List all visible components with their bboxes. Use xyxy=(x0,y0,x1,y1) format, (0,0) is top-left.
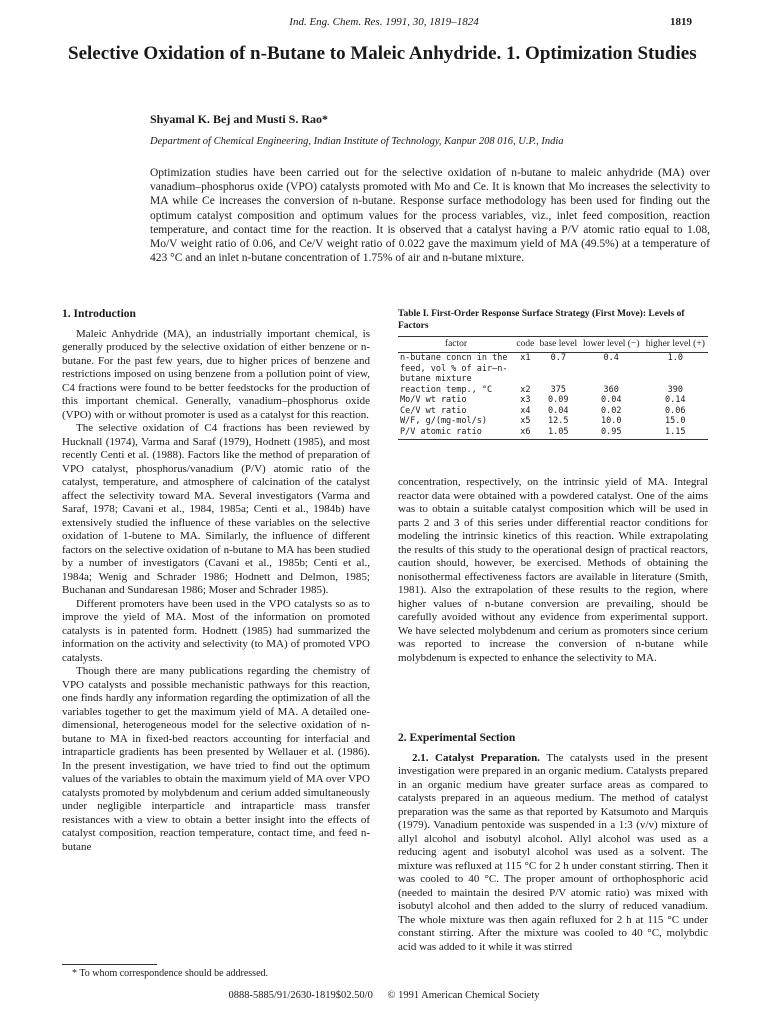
higher-level-cell: 15.0 xyxy=(665,416,686,426)
lower-level-cell: 0.4 xyxy=(603,353,619,363)
factor-cell: n-butane concn in the feed, vol % of air–n-butane mixture xyxy=(400,353,508,384)
lower-level-cell: 360 xyxy=(603,384,619,395)
experimental-heading: 2. Experimental Section xyxy=(398,732,516,744)
factor-cell: reaction temp., °C xyxy=(400,384,493,395)
code-cell: x5 xyxy=(520,416,531,426)
code-cell: x1 xyxy=(520,353,531,363)
column-header-code: code xyxy=(514,337,537,353)
table-row xyxy=(398,416,708,427)
journal-reference: Ind. Eng. Chem. Res. 1991, 30, 1819–1824 xyxy=(289,16,479,28)
base-level-cell: 1.05 xyxy=(537,427,580,440)
page-number: 1819 xyxy=(670,16,692,28)
factor-cell: P/V atomic ratio xyxy=(398,427,514,440)
footnote-divider xyxy=(62,964,157,965)
lower-level-cell: 0.04 xyxy=(600,395,622,405)
catalyst-preparation-text: The catalysts used in the present investigation were prepared in an organic medium. Catalysts prepared in an organic medium have greater surface areas as compared to catalysts prepared in an aqueous medium. The method of catalyst preparation was the same as that reported by Katsumoto and Marquis (1979). Vanadium pentoxide was suspended in a 1:3 (v/v) mixture of allyl alcohol and isobutyl alcohol. Allyl alcohol was used as a reducing agent and isobutyl alcohol was used as a solvent. The mixture was refluxed at 115 °C for 2 h under constant stirring. Then it was cooled to 40 °C. The proper amount of orthophosphoric acid (needed to maintain the desired P/V atomic ratio) was mixed with isobutyl alcohol and then added to the slurry of reduced vanadium. The whole mixture was then again refluxed for 2 h at 115 °C under constant stirring. After the mixture was cooled to 40 °C, molybdic acid was added to it while it was stirred xyxy=(398,751,708,953)
factor-table xyxy=(398,336,708,440)
table-row xyxy=(398,353,708,385)
intro-paragraph: Though there are many publications regarding the chemistry of VPO catalysts and possible mechanistic pathways for this reaction, one finds hardly any information regarding the optimization of all the variables together to get the maximum yield of MA. A detailed one-dimensional, heterogeneous model for the selective oxidation of n-butane to MA in fixed-bed reactors accounting for interfacial and intraparticle gradients has been presented by Wellauer et al. (1986). In the present investigation, we have tried to find out the optimum values of the variables to obtain the maximum yield of MA over VPO catalysts promoted by molybdenum and cerium added simultaneously under negligible interparticle and intraparticle mass transfer resistances with a view to obtain a better insight into the effects of catalyst composition, reaction temperature, contact time, and feed n-butane xyxy=(62,665,370,853)
lower-level-cell: 10.0 xyxy=(600,416,622,426)
article-title: Selective Oxidation of n-Butane to Maleic Anhydride. 1. Optimization Studies xyxy=(68,43,697,64)
factor-cell: W/F, g/(mg-mol/s) xyxy=(400,416,487,426)
right-column-text xyxy=(398,476,708,665)
column-header-base-level: base level xyxy=(537,337,580,353)
factor-cell: Ce/V wt ratio xyxy=(400,405,467,416)
running-head xyxy=(0,16,768,32)
table-factor-levels xyxy=(398,308,708,440)
code-cell: x4 xyxy=(520,405,531,416)
higher-level-cell: 390 xyxy=(667,384,683,395)
table-row xyxy=(398,406,708,417)
factor-cell: Mo/V wt ratio xyxy=(400,395,467,405)
lower-level-cell: 0.02 xyxy=(600,405,622,416)
higher-level-cell: 1.15 xyxy=(643,427,708,440)
catalyst-preparation-paragraph xyxy=(398,752,708,955)
table-header-row xyxy=(398,337,708,353)
experimental-section xyxy=(398,732,708,954)
base-level-cell: 0.04 xyxy=(548,405,569,416)
base-level-cell: 12.5 xyxy=(548,416,569,426)
column-header-higher-level: higher level (+) xyxy=(643,337,708,353)
article-code: 0888-5885/91/2630-1819$02.50/0 xyxy=(228,990,373,1001)
intro-paragraph: The selective oxidation of C4 fractions has been reviewed by Hucknall (1974), Varma and Saraf (1979), Hodnett (1985), and most recently Centi et al. (1988). Factors like the method of preparation of VPO catalyst, phosphorus/vanadium (P/V) atomic ratio of the catalyst, temperature, and atmosphere of calcination of the catalyst affect the selectivity toward MA. Several investigators (Varma and Saraf, 1978; Cavani et al., 1984, 1985a; Centi et al., 1984b) have extensively studied the influence of these variables on the selective oxidation of 1-butene to MA. Similarly, the influence of different factors on the selective oxidation of n-butane to MA has been studied by a number of investigators (Cavani et al., 1985b; Centi et al., 1984a; Wenig and Schrader 1986; Hodnett and Delmon, 1985; Buchanan and Sundaresan 1986; Moser and Schrader 1985). xyxy=(62,422,370,596)
intro-paragraph: Maleic Anhydride (MA), an industrially important chemical, is generally produced by the selective oxidation of either benzene or n-butane. For the past few years, due to higher prices of benzene and restrictions imposed on using benzene from a pollution point of view, C4 fractions were found to be better feedstocks for the production of this important chemical. Generally, vanadium–phosphorus oxide (VPO) with or without promoter is used as a catalyst for this reaction. xyxy=(62,327,370,421)
column-header-factor: factor xyxy=(398,337,514,353)
introduction-section xyxy=(62,308,370,854)
code-cell: x2 xyxy=(520,384,531,395)
code-cell: x6 xyxy=(514,427,537,440)
copyright-notice: © 1991 American Chemical Society xyxy=(387,990,540,1001)
catalyst-preparation-subheading: 2.1. Catalyst Preparation. xyxy=(412,751,541,764)
base-level-cell: 375 xyxy=(550,384,566,395)
higher-level-cell: 1.0 xyxy=(667,353,683,363)
column-header-lower-level: lower level (−) xyxy=(580,337,643,353)
author-list: Shyamal K. Bej and Musti S. Rao* xyxy=(150,112,329,126)
base-level-cell: 0.09 xyxy=(548,395,569,405)
introduction-heading: 1. Introduction xyxy=(62,308,136,320)
table-row xyxy=(398,427,708,440)
intro-paragraph: Different promoters have been used in the VPO catalysts so as to improve the yield of MA. Most of the information on promoted catalysts is in patented form. Hodnett (1985) had summarized the information on the activity and selectivity (to MA) of promoted VPO catalysts. xyxy=(62,597,370,664)
abstract: Optimization studies have been carried out for the selective oxidation of n-butane to maleic anhydride (MA) over vanadium–phosphorus oxide (VPO) catalysts promoted with Mo and Ce. It is known that Mo increases the selectivity to MA while Ce increases the conversion of n-butane. Response surface methodology has been used for finding out the optimum catalyst composition and optimum values for the process variables, viz., inlet feed composition, reaction temperature, and contact time for the reaction. It is observed that a catalyst having a P/V atomic ratio equal to 1.08, Mo/V weight ratio of 0.06, and Ce/V weight ratio of 0.022 gave the maximum yield of MA (49.5%) at a temperature of 423 °C and an inlet n-butane concentration of 1.75% of air and n-butane mixture. xyxy=(150,167,710,265)
lower-level-cell: 0.95 xyxy=(580,427,643,440)
code-cell: x3 xyxy=(520,395,531,405)
table-row xyxy=(398,395,708,406)
author-affiliation: Department of Chemical Engineering, Indian Institute of Technology, Kanpur 208 016, U.P., India xyxy=(150,136,564,147)
correspondence-footnote: * To whom correspondence should be addressed. xyxy=(72,968,269,979)
table-row xyxy=(398,385,708,396)
continued-paragraph: concentration, respectively, on the intrinsic yield of MA. Integral reactor data were obtained with a powdered catalyst. One of the aims was to obtain a suitable catalyst composition which will be used in parts 2 and 3 of this series under differential reactor conditions for modeling the intrinsic kinetics of this reaction. While extrapolating the results of this study to the operational design of practical reactors, caution should, however, be exercised. Methods of obtaining the nonisothermal effectiveness factors are available in literature (Smith, 1981). Also the extrapolation of these results to the region, where higher values of n-butane conversion are prevailing, should be carefully avoided without any evidence from experimental support. We have selected molybdenum and cerium as promoters since cerium was reported to increase the conversion of n-butane while molybdenum is expected to enhance the selectivity to MA. xyxy=(398,476,708,664)
higher-level-cell: 0.06 xyxy=(665,405,686,416)
base-level-cell: 0.7 xyxy=(550,353,566,363)
table-caption: Table I. First-Order Response Surface Strategy (First Move): Levels of Factors xyxy=(398,309,685,331)
page-footer xyxy=(0,990,768,1001)
higher-level-cell: 0.14 xyxy=(665,395,686,405)
